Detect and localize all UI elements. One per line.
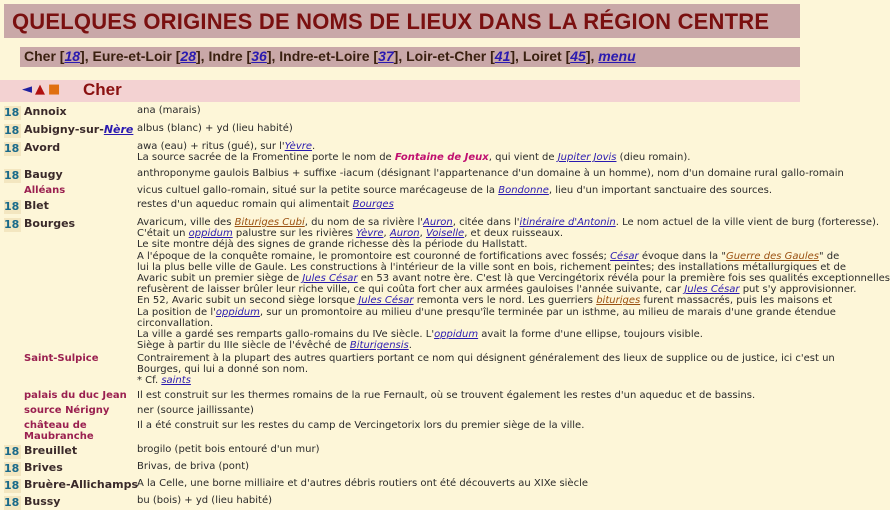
nav-item-loir-et-cher: Loir-et-Cher [41] bbox=[406, 48, 516, 64]
oppidum-link[interactable]: oppidum bbox=[215, 306, 260, 318]
section-header-cher bbox=[0, 80, 800, 102]
department-badge: 18 bbox=[4, 124, 20, 137]
entry-name: Brives bbox=[24, 461, 63, 474]
entry-description: restes d'un aqueduc romain qui alimentait Bourges bbox=[137, 199, 394, 210]
oppidum-link[interactable]: oppidum bbox=[188, 228, 233, 240]
entry-description: A la Celle, une borne milliaire et d'autres débris routiers ont été découverts au XIXe siècle bbox=[137, 478, 589, 489]
bondonne-link[interactable]: Bondonne bbox=[498, 185, 549, 196]
entry-name: Breuillet bbox=[24, 444, 78, 457]
section-nav-arrows bbox=[22, 82, 60, 97]
entry-description: bu (bois) + yd (lieu habité) bbox=[137, 495, 272, 506]
yevre-link[interactable]: Yèvre bbox=[356, 228, 384, 240]
jules-cesar-link[interactable]: Jules César bbox=[302, 273, 358, 285]
entry-description: ana (marais) bbox=[137, 105, 201, 116]
entry-name: Baugy bbox=[24, 168, 63, 181]
entry-description: Il a été construit sur les restes du camp de Vercingetorix lors du premier siège de la ville. bbox=[137, 420, 585, 431]
nav-link-18[interactable]: 18 bbox=[64, 48, 81, 64]
nav-item-indre: Indre [36] bbox=[208, 48, 272, 64]
entry-name: source Nérigny bbox=[24, 405, 110, 416]
entry-description: ner (source jaillissante) bbox=[137, 405, 254, 416]
department-badge: 18 bbox=[4, 445, 20, 458]
entry-description: awa (eau) + ritus (gué), sur l'Yèvre. La source sacrée de la Fromentine porte le nom de Fontaine de Jeux, qui vient de Jupiter Jovis (dieu romain). bbox=[137, 141, 691, 164]
entry-description: brogilo (petit bois entouré d'un mur) bbox=[137, 444, 320, 455]
nere-link[interactable]: Nère bbox=[103, 123, 134, 136]
jupiter-jovis-link[interactable]: Jupiter Jovis bbox=[557, 152, 617, 164]
entry-name: Blet bbox=[24, 199, 49, 212]
entry-description: anthroponyme gaulois Balbius + suffixe -iacum (désignant l'appartenance d'un domaine à un homme), nom d'un domaine rural gallo-romain bbox=[137, 168, 844, 179]
jules-cesar-link[interactable]: Jules César bbox=[358, 295, 414, 307]
nav-link-36[interactable]: 36 bbox=[251, 48, 267, 64]
entry-name: Aubigny-sur-Nère bbox=[24, 123, 134, 136]
department-badge: 18 bbox=[4, 200, 20, 213]
department-badge: 18 bbox=[4, 479, 20, 492]
nav-item-cher: Cher [18] bbox=[24, 48, 85, 64]
entry-name: Bourges bbox=[24, 217, 76, 230]
voiselle-link[interactable]: Voiselle bbox=[425, 228, 465, 240]
entry-name: Bruère-Allichamps bbox=[24, 478, 139, 491]
department-badge: 18 bbox=[4, 169, 20, 182]
nav-link-45[interactable]: 45 bbox=[570, 48, 586, 64]
saints-link[interactable]: saints bbox=[161, 375, 191, 387]
oppidum-link[interactable]: oppidum bbox=[434, 329, 479, 341]
entry-name: château de Maubranche bbox=[24, 420, 94, 442]
entry-description: Avaricum, ville des Bituriges Cubi, du nom de sa rivière l'Auron, citée dans l'itinéraire d'Antonin. Le nom actuel de la ville vient de burg (forteresse). C'était un oppidum palustre sur les rivières Yèvre, Auron, Voiselle, et deux ruisseaux. Le site montre déjà des signes de grande richesse dès la période du Hallstatt. A l'époque de la conquête romaine, le promontoire est couronné de fortifications avec fossés; César évoque dans la "Guerre des Gaules" de lui la plus belle ville de Gaule. Les constructions à l'intérieur de la ville sont en bois, richement peintes; des installations métallurgiques et de Avaric subit un premier siège de Jules César en 53 avant notre ère. C'est là que Vercingétorix révéla pour la première fois ses qualités exceptionnelles refusèrent de laisser brûler leur riche ville, ce qui coûta fort cher aux armées gauloises l'année suivante, car Jules César put s'y approvisionner. En 52, Avaric subit un second siège lorsque Jules César remonta vers le nord. Les guerriers bituriges furent massacrés, puis les maisons et La position de l'oppidum, sur un promontoire au milieu d'une presqu'île terminée par un isthme, au milieu de marais d'une grande étendue circonvallation. La ville a gardé ses remparts gallo-romains du IVe siècle. L'oppidum avait la forme d'une ellipse, toujours visible. Siège à partir du IIIe siècle de l'évêché de Biturigensis. bbox=[137, 217, 890, 352]
entry-description: vicus cultuel gallo-romain, situé sur la petite source marécageuse de la Bondonne, lieu d'un important sanctuaire des sources. bbox=[137, 185, 773, 196]
bourges-link[interactable]: Bourges bbox=[352, 199, 394, 210]
menu-link[interactable]: menu bbox=[598, 48, 636, 64]
yevre-link[interactable]: Yèvre bbox=[284, 141, 313, 152]
nav-link-28[interactable]: 28 bbox=[180, 48, 196, 64]
department-badge: 18 bbox=[4, 142, 20, 155]
fontaine-de-jeux-highlight: Fontaine de Jeux bbox=[394, 152, 489, 164]
entry-description: Brivas, de briva (pont) bbox=[137, 461, 250, 472]
guerre-des-gaules-link[interactable]: Guerre des Gaules bbox=[725, 250, 819, 262]
department-nav-links: Cher [18], Eure-et-Loir [28], Indre [36], Indre-et-Loire [37], Loir-et-Cher [41], Loiret [45], menu bbox=[24, 48, 636, 64]
entry-description: Contrairement à la plupart des autres quartiers portant ce nom qui désignent généralement des lieux de supplice ou de justice, ici c'est un Bourges, qui lui a donné son nom. * Cf. saints bbox=[137, 353, 835, 387]
itineraire-antonin-link[interactable]: itinéraire d'Antonin bbox=[519, 217, 616, 228]
auron-link[interactable]: Auron bbox=[389, 228, 420, 240]
nav-link-41[interactable]: 41 bbox=[494, 48, 511, 64]
nav-item-loiret: Loiret [45] bbox=[522, 48, 591, 64]
entry-name: Annoix bbox=[24, 105, 67, 118]
jules-cesar-link[interactable]: Jules César bbox=[684, 284, 740, 296]
department-badge: 18 bbox=[4, 218, 20, 231]
arrow-up-icon[interactable]: ▲ bbox=[35, 82, 45, 97]
nav-item-eure-et-loir: Eure-et-Loir [28] bbox=[92, 48, 201, 64]
bituriges-cubi-link[interactable]: Bituriges Cubi bbox=[234, 217, 305, 228]
title-bar bbox=[4, 4, 800, 38]
page-title: QUELQUES ORIGINES DE NOMS DE LIEUX DANS LA RÉGION CENTRE bbox=[12, 9, 770, 34]
arrow-left-icon[interactable]: ◄ bbox=[22, 82, 32, 97]
department-nav bbox=[20, 47, 800, 67]
cesar-link[interactable]: César bbox=[610, 250, 639, 262]
entry-name: Avord bbox=[24, 141, 61, 154]
auron-link[interactable]: Auron bbox=[423, 217, 453, 228]
biturigensis-link[interactable]: Biturigensis bbox=[349, 340, 409, 352]
entry-name: Alléans bbox=[24, 185, 66, 196]
entry-description: albus (blanc) + yd (lieu habité) bbox=[137, 123, 293, 134]
nav-link-37[interactable]: 37 bbox=[378, 48, 394, 64]
section-title: Cher bbox=[83, 80, 122, 99]
entry-name: Bussy bbox=[24, 495, 61, 508]
square-icon[interactable]: ■ bbox=[48, 82, 61, 97]
department-badge: 18 bbox=[4, 462, 20, 475]
entry-name: palais du duc Jean bbox=[24, 390, 127, 401]
department-badge: 18 bbox=[4, 106, 20, 119]
bituriges-link[interactable]: bituriges bbox=[596, 295, 641, 307]
department-badge: 18 bbox=[4, 496, 20, 509]
entry-description: Il est construit sur les thermes romains de la rue Fernault, où se trouvent également les restes d'un aqueduc et de bassins. bbox=[137, 390, 756, 401]
nav-item-indre-et-loire: Indre-et-Loire [37] bbox=[279, 48, 399, 64]
entry-name: Saint-Sulpice bbox=[24, 353, 99, 364]
